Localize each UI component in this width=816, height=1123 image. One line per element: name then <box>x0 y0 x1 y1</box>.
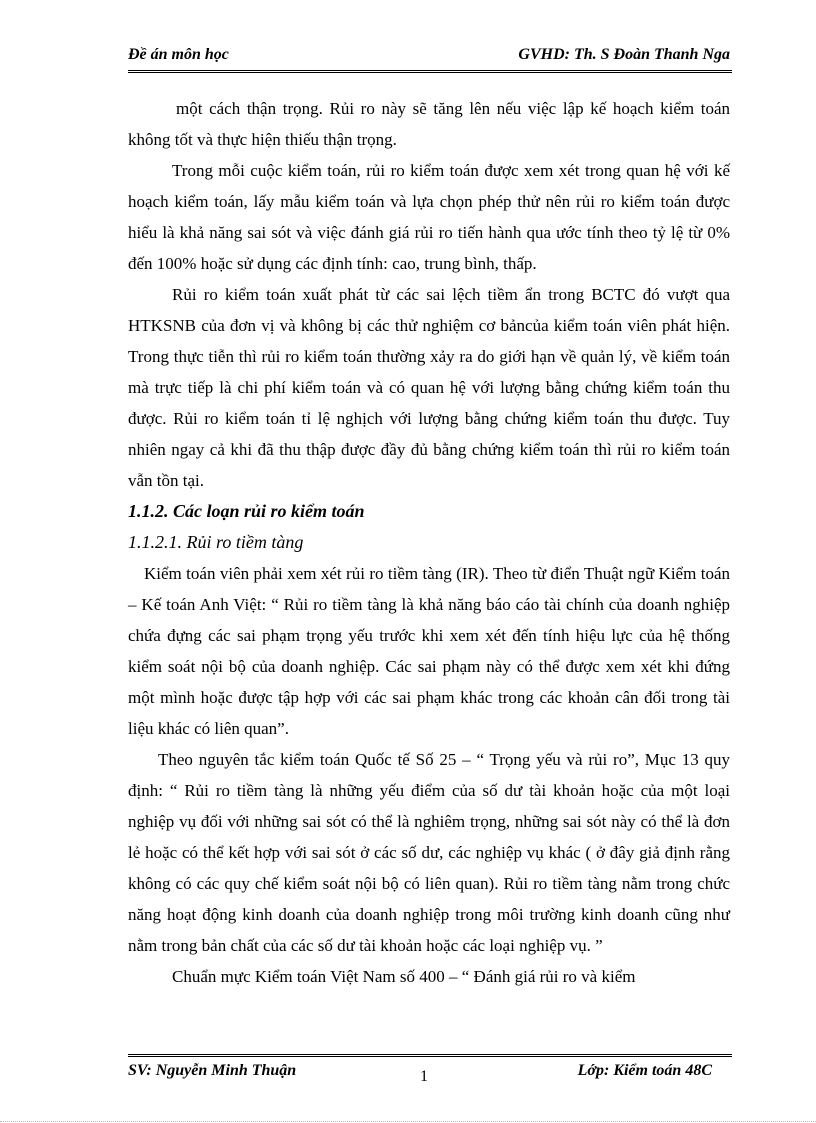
subsection-heading: 1.1.2.1. Rủi ro tiềm tàng <box>128 532 304 552</box>
header-course-title: Đề án môn học <box>128 46 229 63</box>
header-supervisor: GVHD: Th. S Đoàn Thanh Nga <box>518 46 730 63</box>
paragraph-isa-25: Theo nguyên tắc kiểm toán Quốc tế Số 25 – “ Trọng yếu và rủi ro”, Mục 13 quy định: “ Rủi ro tiềm tàng là những yếu điểm của số dư tài khoản hoặc của một loại nghiệp vụ đối với những sai sót có thể là nghiêm trọng, những sai sót này có thể là đơn lẻ hoặc có thể kết hợp với sai sót ở các số dư, các nghiệp vụ khác ( ở đây giả định rằng không có các quy chế kiểm soát nội bộ có liên quan). Rủi ro tiềm tàng nằm trong chức năng hoạt động kinh doanh của doanh nghiệp trong môi trường kinh doanh cũng như nằm trong bản chất của các số dư tài khoản hoặc các loại nghiệp vụ. ” <box>128 750 730 955</box>
paragraph-continuation: một cách thận trọng. Rủi ro này sẽ tăng lên nếu việc lập kế hoạch kiểm toán không tốt và thực hiện thiếu thận trọng. <box>128 99 730 149</box>
page-bottom-divider <box>0 1121 816 1122</box>
page-number: 1 <box>420 1068 428 1085</box>
paragraph-audit-risk-evaluation: Trong mỗi cuộc kiểm toán, rủi ro kiểm toán được xem xét trong quan hệ với kế hoạch kiểm toán, lấy mẫu kiểm toán và lựa chọn phép thử nên rủi ro kiểm toán được hiểu là khả năng sai sót và việc đánh giá rủi ro tiến hành qua ước tính theo tỷ lệ từ 0% đến 100% hoặc sử dụng các định tính: cao, trung bình, thấp. <box>128 161 730 273</box>
footer-class: Lớp: Kiểm toán 48C <box>577 1062 712 1079</box>
footer-student-name: SV: Nguyễn Minh Thuận <box>128 1062 297 1079</box>
section-heading: 1.1.2. Các loạn rủi ro kiểm toán <box>128 501 365 521</box>
paragraph-inherent-risk-definition: Kiểm toán viên phải xem xét rủi ro tiềm tàng (IR). Theo từ điển Thuật ngữ Kiểm toán – Kế toán Anh Việt: “ Rủi ro tiềm tàng là khả năng báo cáo tài chính của doanh nghiệp chứa đựng các sai phạm trọng yếu trước khi xem xét đến tính hiệu lực của hệ thống kiểm soát nội bộ của doanh nghiệp. Các sai phạm này có thể được xem xét khi đứng một mình hoặc được tập hợp với các sai phạm khác trong các khoản cân đối trong tài liệu khác có liên quan”. <box>128 564 730 738</box>
page-header <box>128 44 732 73</box>
paragraph-audit-risk-origin: Rủi ro kiểm toán xuất phát từ các sai lệch tiềm ẩn trong BCTC đó vượt qua HTKSNB của đơn vị và không bị các thử nghiệm cơ bảncủa kiểm toán viên phát hiện. Trong thực tiễn thì rủi ro kiểm toán thường xảy ra do giới hạn về quản lý, về kiểm toán mà trực tiếp là chi phí kiểm toán và có quan hệ với lượng bằng chứng kiểm toán thu được. Rủi ro kiểm toán tỉ lệ nghịch với lượng bằng chứng kiểm toán thu được. Tuy nhiên ngay cả khi đã thu thập được đầy đủ bằng chứng kiểm toán thì rủi ro kiểm toán vẫn tồn tại. <box>128 285 730 490</box>
page-footer <box>128 1054 732 1091</box>
document-body <box>128 93 730 992</box>
paragraph-vsa-400: Chuẩn mực Kiểm toán Việt Nam số 400 – “ Đánh giá rủi ro và kiểm <box>172 967 636 986</box>
